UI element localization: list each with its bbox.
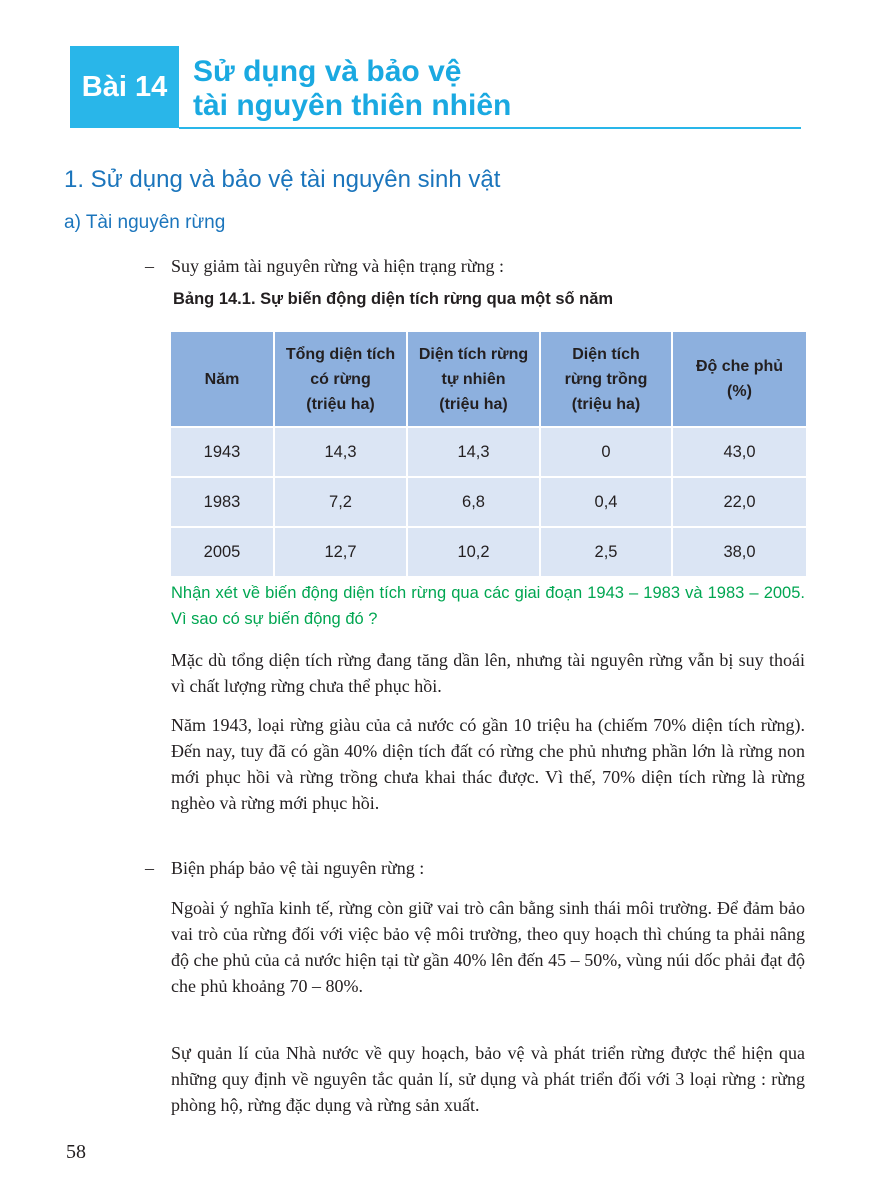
table-cell: 43,0 [672,427,806,477]
paragraph: Sự quản lí của Nhà nước về quy hoạch, bảo vệ và phát triển rừng được thể hiện qua những quy định về nguyên tắc quản lí, sử dụng và phát triển đối với 3 loại rừng : rừng phòng hộ, rừng đặc dụng và rừng sản xuất. [171,1043,805,1115]
paragraph: Mặc dù tổng diện tích rừng đang tăng dần lên, nhưng tài nguyên rừng vẫn bị suy thoái vì chất lượng rừng chưa thể phục hồi. [171,650,805,696]
section-heading: 1. Sử dụng và bảo vệ tài nguyên sinh vật [64,166,501,193]
lesson-title-line-2: tài nguyên thiên nhiên [193,89,512,122]
table-cell: 22,0 [672,477,806,527]
header-year [171,332,274,427]
header-coverage [672,332,806,427]
bullet-text: Suy giảm tài nguyên rừng và hiện trạng rừng : [171,256,504,276]
bullet-forest-decline [145,253,504,279]
header-line: Độ che phủ [695,358,784,375]
table-row [171,477,806,527]
page-number: 58 [66,1141,86,1163]
table-row [171,527,806,576]
table-cell: 2,5 [540,527,672,576]
bullet-dash: – [145,858,154,878]
lesson-title [193,55,511,123]
lesson-title-line-1: Sử dụng và bảo vệ [193,55,462,88]
table-cell: 0,4 [540,477,672,527]
header-natural-forest [407,332,540,427]
table-cell: 6,8 [407,477,540,527]
header-line: có rừng [310,370,371,388]
header-line: (triệu ha) [439,395,508,413]
table-cell: 14,3 [407,427,540,477]
lesson-number-badge [70,46,179,128]
header-total-area [274,332,407,427]
table-cell: 12,7 [274,527,407,576]
bullet-forest-protection [145,855,424,881]
bullet-text: Biện pháp bảo vệ tài nguyên rừng : [171,858,425,878]
lesson-label: Bài 14 [81,70,168,103]
table-cell: 1943 [171,427,274,477]
subsection-heading: a) Tài nguyên rừng [64,212,226,233]
header-line: (triệu ha) [306,395,375,413]
header-line: (triệu ha) [571,395,641,413]
table-cell: 10,2 [407,527,540,576]
table-cell: 7,2 [274,477,407,527]
paragraph: Năm 1943, loại rừng giàu của cả nước có gần 10 triệu ha (chiếm 70% diện tích rừng). Đến nay, tuy đã có gần 40% diện tích đất có rừng che phủ nhưng phần lớn là rừng non mới phục hồi và rừng trồng chưa khai thác được. Vì thế, 70% diện tích rừng là rừng nghèo và rừng mới phục hồi. [171,715,805,813]
header-line: Tổng diện tích [285,345,396,363]
bullet-dash: – [145,256,154,276]
forest-area-table [171,332,806,576]
table-header-row [171,332,806,427]
header-line: Diện tích [572,345,640,363]
header-line: rừng trồng [564,370,648,388]
header-rule [179,127,801,129]
header-planted-forest [540,332,672,427]
table-cell: 1983 [171,477,274,527]
table-caption: Bảng 14.1. Sự biến động diện tích rừng qua một số năm [173,290,614,308]
discussion-question: Nhận xét về biến động diện tích rừng qua các giai đoạn 1943 – 1983 và 1983 – 2005. Vì sao có sự biến động đó ? [171,584,805,628]
table-cell: 14,3 [274,427,407,477]
table-cell: 38,0 [672,527,806,576]
table-cell: 0 [540,427,672,477]
header-line: tự nhiên [441,370,506,388]
header-line: (%) [727,383,752,400]
header-year-text: Năm [204,370,240,388]
table-row [171,427,806,477]
paragraph: Ngoài ý nghĩa kinh tế, rừng còn giữ vai trò cân bằng sinh thái môi trường. Để đảm bảo vai trò của rừng đối với việc bảo vệ môi trường, theo quy hoạch thì chúng ta phải nâng độ che phủ của cả nước hiện tại từ gần 40% lên đến 45 – 50%, vùng núi dốc phải đạt độ che phủ khoảng 70 – 80%. [171,898,805,996]
table-cell: 2005 [171,527,274,576]
header-line: Diện tích rừng [418,345,529,363]
